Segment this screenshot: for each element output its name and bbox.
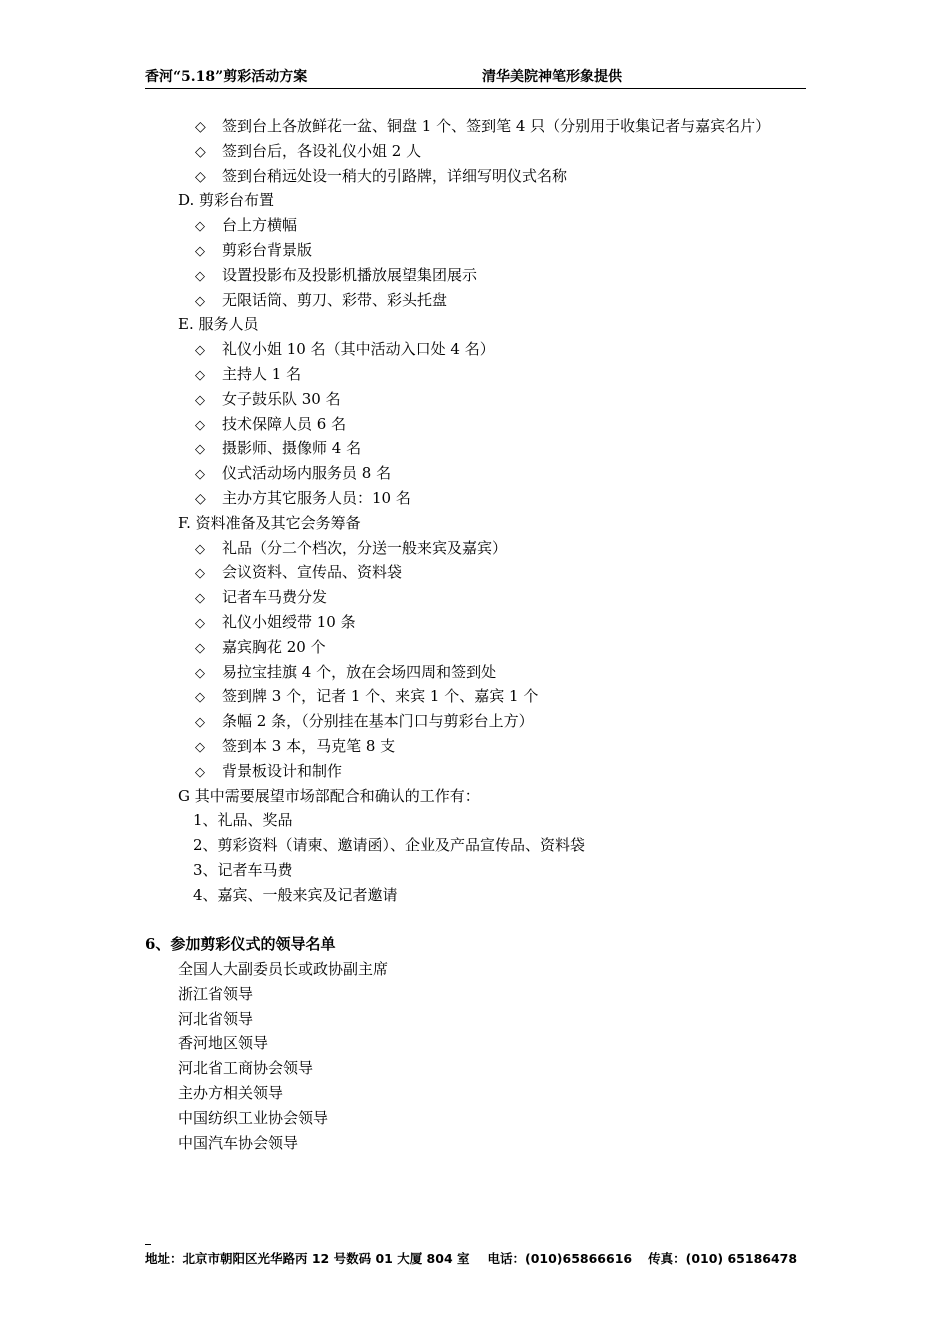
diamond-bullet-icon: ◇ <box>195 715 205 731</box>
page-footer <box>145 1249 797 1267</box>
diamond-bullet-icon: ◇ <box>195 566 205 582</box>
list-item: ◇ 礼仪小姐 10 名（其中活动入口处 4 名） <box>145 337 825 362</box>
page-header <box>145 66 806 89</box>
diamond-bullet-icon: ◇ <box>195 417 205 433</box>
list-item: ◇ 无限话筒、剪刀、彩带、彩头托盘 <box>145 288 825 313</box>
list-item: ◇ 摄影师、摄像师 4 名 <box>145 436 825 461</box>
diamond-bullet-icon: ◇ <box>195 615 205 631</box>
list-item: 中国汽车协会领导 <box>178 1133 299 1152</box>
footer-address: 地址：北京市朝阳区光华路丙 12 号数码 01 大厦 804 室 <box>145 1251 470 1266</box>
diamond-bullet-icon: ◇ <box>195 541 205 557</box>
header-document-title: 香河“5.18”剪彩活动方案 <box>145 69 308 85</box>
diamond-bullet-icon: ◇ <box>195 168 206 185</box>
leader-list <box>145 957 825 1155</box>
list-item: 中国纺织工业协会领导 <box>178 1108 329 1127</box>
list-item: 1、礼品、奖品 <box>193 811 293 830</box>
section-e-list <box>145 337 825 511</box>
diamond-bullet-icon: ◇ <box>195 467 205 483</box>
diamond-bullet-icon: ◇ <box>195 119 206 135</box>
signin-list <box>145 114 825 188</box>
diamond-bullet-icon: ◇ <box>195 739 205 755</box>
list-item: ◇ 签到本 3 本，马克笔 8 支 <box>145 734 825 759</box>
list-item: ◇ 设置投影布及投影机播放展望集团展示 <box>145 263 825 288</box>
list-item: 河北省领导 <box>178 1009 254 1028</box>
list-item: 全国人大副委员长或政协副主席 <box>178 960 389 979</box>
list-item: ◇ 签到台稍远处设一稍大的引路牌，详细写明仪式名称 <box>145 164 825 189</box>
diamond-bullet-icon: ◇ <box>195 367 205 383</box>
diamond-bullet-icon: ◇ <box>195 640 205 656</box>
list-item: ◇ 背景板设计和制作 <box>145 759 825 784</box>
footer-mark <box>145 1244 151 1245</box>
list-item: ◇ 仪式活动场内服务员 8 名 <box>145 461 825 486</box>
section-d-title: D. 剪彩台布置 <box>178 191 275 210</box>
diamond-bullet-icon: ◇ <box>195 665 205 681</box>
list-item: ◇ 条幅 2 条，（分别挂在基本门口与剪彩台上方） <box>145 709 825 734</box>
list-item: ◇ 礼品（分二个档次，分送一般来宾及嘉宾） <box>145 536 825 561</box>
diamond-bullet-icon: ◇ <box>195 690 205 706</box>
section-f-title: F. 资料准备及其它会务筹备 <box>178 513 361 532</box>
list-item: 主办方相关领导 <box>178 1084 284 1103</box>
list-item: ◇ 记者车马费分发 <box>145 585 825 610</box>
diamond-bullet-icon: ◇ <box>195 591 205 607</box>
list-item: ◇ 签到牌 3 个，记者 1 个、来宾 1 个、嘉宾 1 个 <box>145 684 825 709</box>
section-e-title: E. 服务人员 <box>178 315 259 334</box>
list-item: ◇ 技术保障人员 6 名 <box>145 412 825 437</box>
header-provider: 清华美院神笔形象提供 <box>482 69 622 85</box>
list-item: 3、记者车马费 <box>193 860 293 879</box>
section-g-title: G 其中需要展望市场部配合和确认的工作有： <box>178 786 480 805</box>
list-item: ◇ 剪彩台背景版 <box>145 238 825 263</box>
section-g-list <box>145 808 825 907</box>
footer-fax: 传真：(010) 65186478 <box>648 1251 798 1266</box>
diamond-bullet-icon: ◇ <box>195 442 205 458</box>
list-item: ◇ 易拉宝挂旗 4 个，放在会场四周和签到处 <box>145 660 825 685</box>
footer-phone: 电话：(010)65866616 <box>487 1251 633 1266</box>
list-item: ◇ 签到台后，各设礼仪小姐 2 人 <box>145 139 825 164</box>
list-item: ◇ 签到台上各放鲜花一盆、铜盘 1 个、签到笔 4 只（分别用于收集记者与嘉宾名片） <box>145 114 825 139</box>
list-item: ◇ 会议资料、宣传品、资料袋 <box>145 560 825 585</box>
diamond-bullet-icon: ◇ <box>195 764 205 780</box>
diamond-bullet-icon: ◇ <box>195 143 206 160</box>
list-item: 河北省工商协会领导 <box>178 1059 314 1078</box>
spacer <box>145 908 825 933</box>
list-item: ◇ 主持人 1 名 <box>145 362 825 387</box>
diamond-bullet-icon: ◇ <box>195 219 205 235</box>
section-6-heading: 6、参加剪彩仪式的领导名单 <box>145 935 336 954</box>
diamond-bullet-icon: ◇ <box>195 392 205 408</box>
diamond-bullet-icon: ◇ <box>195 343 205 359</box>
list-item: ◇ 女子鼓乐队 30 名 <box>145 387 825 412</box>
diamond-bullet-icon: ◇ <box>195 268 205 284</box>
list-item: 4、嘉宾、一般来宾及记者邀请 <box>193 885 398 904</box>
section-f-list <box>145 536 825 784</box>
list-item: 浙江省领导 <box>178 984 254 1003</box>
list-item: ◇ 台上方横幅 <box>145 213 825 238</box>
list-item: ◇ 主办方其它服务人员：10 名 <box>145 486 825 511</box>
document-body <box>145 114 825 1155</box>
list-item: ◇ 嘉宾胸花 20 个 <box>145 635 825 660</box>
list-item: ◇ 礼仪小姐绶带 10 条 <box>145 610 825 635</box>
diamond-bullet-icon: ◇ <box>195 490 206 507</box>
section-d-list <box>145 213 825 312</box>
diamond-bullet-icon: ◇ <box>195 293 205 309</box>
list-item: 香河地区领导 <box>178 1034 269 1053</box>
diamond-bullet-icon: ◇ <box>195 243 205 259</box>
list-item: 2、剪彩资料（请柬、邀请函）、企业及产品宣传品、资料袋 <box>193 836 586 855</box>
